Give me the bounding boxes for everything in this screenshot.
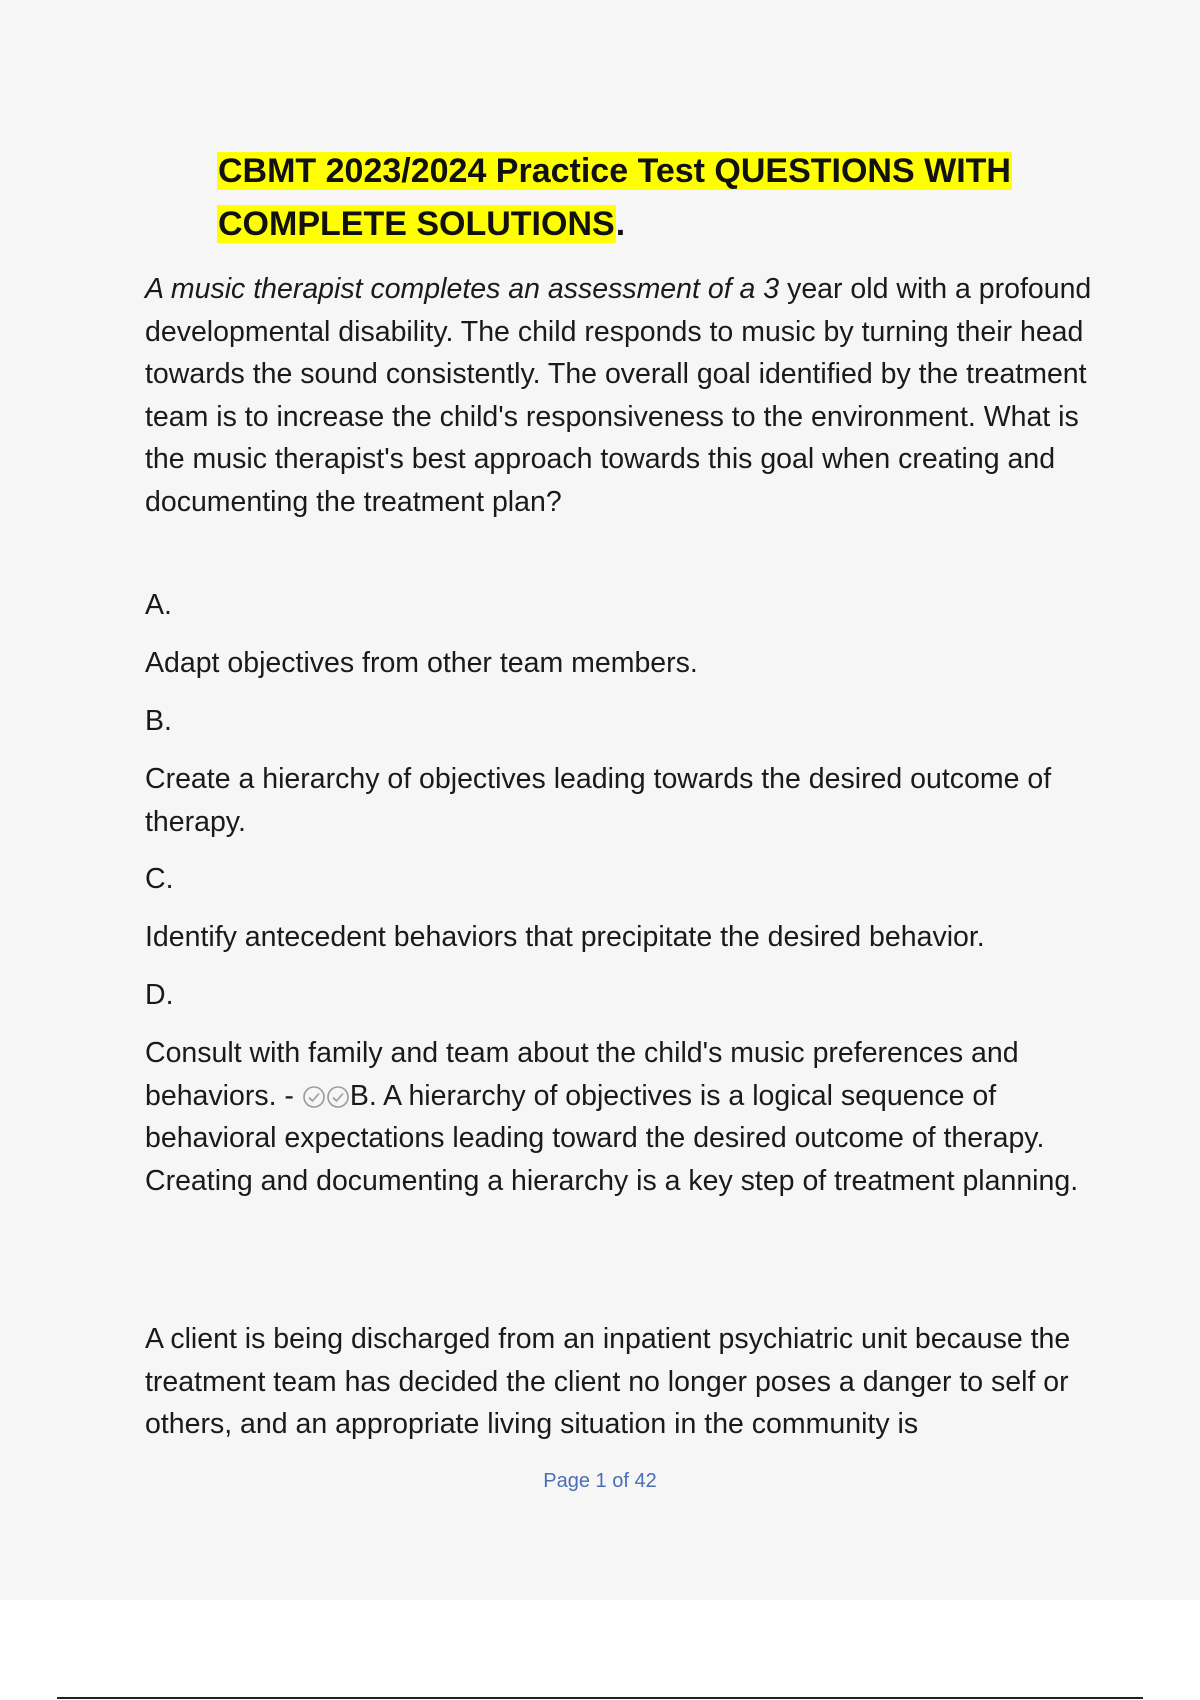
question-1-stem bbox=[145, 268, 1095, 523]
option-c-text: Identify antecedent behaviors that precipitate the desired behavior. bbox=[145, 921, 985, 953]
title-line-1: CBMT 2023/2024 Practice Test QUESTIONS WITH bbox=[218, 152, 1011, 190]
option-b-text: Create a hierarchy of objectives leading towards the desired outcome of therapy. bbox=[145, 763, 1052, 838]
option-d-letter: D. bbox=[145, 979, 174, 1011]
option-a-text: Adapt objectives from other team members. bbox=[145, 647, 698, 679]
question-1-rest: year old with a profound developmental disability. The child responds to music by turning their head towards the sound consistently. The overall goal identified by the treatment team is to increase the child's responsiveness to the environment. What is the music therapist's best approach towards this goal when creating and documenting the treatment plan? bbox=[145, 273, 1092, 518]
title-period: . bbox=[615, 205, 626, 243]
page-number: Page 1 of 42 bbox=[543, 1470, 657, 1492]
option-a-letter: A. bbox=[145, 589, 172, 621]
question-1-italic-lead: A music therapist completes an assessment of a 3 bbox=[145, 273, 780, 305]
check-circle-icon bbox=[326, 1085, 350, 1109]
option-c-letter: C. bbox=[145, 863, 174, 895]
answer-explanation: B. A hierarchy of objectives is a logical sequence of behavioral expectations leading toward the desired outcome of therapy. Creating and documenting a hierarchy is a key step of treatment planning. bbox=[145, 1079, 1079, 1197]
check-circle-icon bbox=[302, 1085, 326, 1109]
title-line-2: COMPLETE SOLUTIONS bbox=[218, 205, 615, 243]
option-b-letter: B. bbox=[145, 705, 172, 737]
bottom-divider bbox=[57, 1697, 1143, 1699]
document-title bbox=[217, 145, 1077, 251]
question-2-stem: A client is being discharged from an inpatient psychiatric unit because the treatment team has decided the client no longer poses a danger to self or others, and an appropriate living situation in the community is bbox=[145, 1323, 1071, 1440]
option-d-and-answer bbox=[145, 1032, 1095, 1202]
option-d-text: Consult with family and team about the child's music preferences and behaviors. - bbox=[145, 1037, 1019, 1112]
